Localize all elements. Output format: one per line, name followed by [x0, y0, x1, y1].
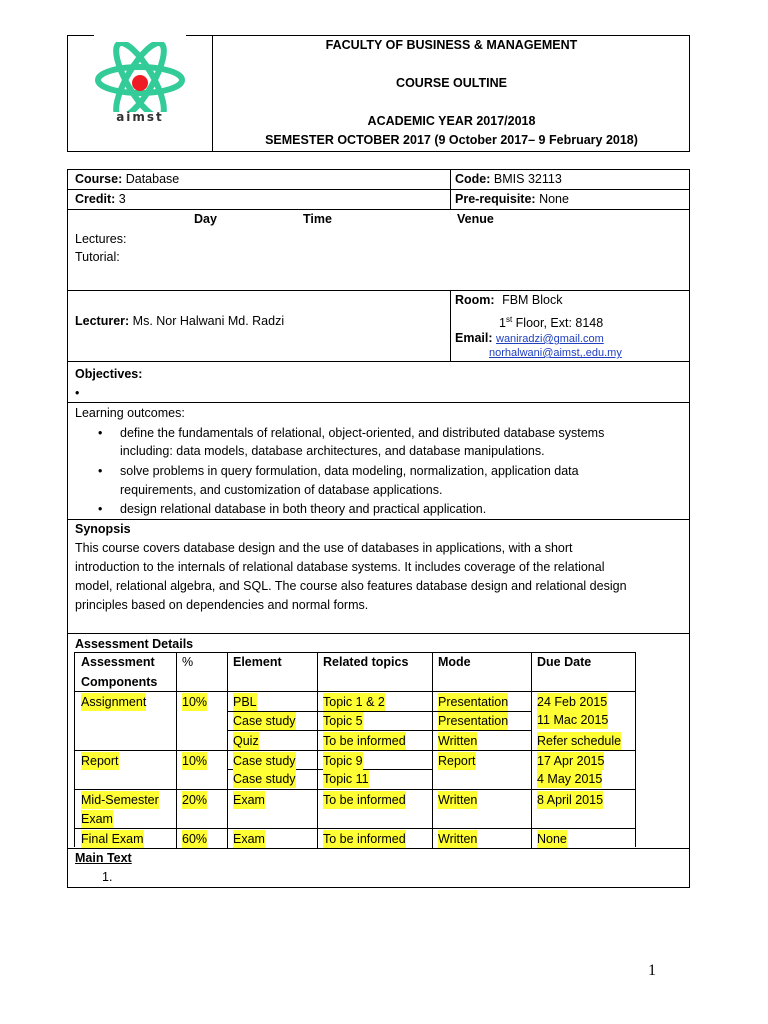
prereq-cell: [455, 190, 569, 208]
midsem-component-l1: Mid-Semester: [81, 793, 159, 807]
lo-item-1-line2: including: data models, database architectures, and database manipulations.: [120, 444, 545, 458]
col-components-l2: Components: [81, 675, 158, 689]
hline: [74, 828, 636, 829]
course-label: Course:: [75, 172, 123, 186]
report-element-1: Case study: [233, 754, 296, 768]
code-cell: [455, 170, 562, 188]
assignment-mode-1: Presentation: [438, 695, 509, 709]
assignment-due-3: Refer schedule: [537, 734, 622, 748]
hline: [67, 519, 690, 520]
assignment-component: Assignment: [81, 695, 147, 709]
lo-item-1-line1: define the fundamentals of relational, object-oriented, and distributed database systems: [120, 426, 605, 440]
tutorial-label: Tutorial:: [75, 250, 120, 264]
page-number: 1: [648, 962, 656, 979]
email-cell: [455, 329, 493, 347]
midsem-component-l2: Exam: [81, 812, 113, 826]
objectives-title: Objectives:: [75, 367, 143, 381]
main-text-title: Main Text: [75, 851, 132, 865]
midsem-element: Exam: [233, 793, 265, 807]
credit-value: 3: [118, 192, 126, 206]
report-element-2: Case study: [233, 772, 296, 786]
lo-item-2-line2: requirements, and customization of database applications.: [120, 483, 443, 497]
hline: [74, 691, 636, 692]
hline: [227, 730, 532, 731]
assignment-mode-3: Written: [438, 734, 478, 748]
email-link-2[interactable]: norhalwani@aimst,.edu.my: [489, 347, 622, 359]
lecturer-value: Ms. Nor Halwani Md. Radzi: [132, 314, 285, 328]
code-value: BMIS 32113: [493, 172, 562, 186]
semester: SEMESTER OCTOBER 2017 (9 October 2017– 9 February 2018): [265, 133, 638, 147]
assignment-mode-2: Presentation: [438, 714, 509, 728]
hline: [67, 290, 690, 291]
code-label: Code:: [455, 172, 491, 186]
email-label: Email:: [455, 331, 493, 345]
midsem-mode: Written: [438, 793, 478, 807]
hline: [67, 848, 690, 849]
course-cell: [75, 170, 179, 188]
report-due-2: 4 May 2015: [537, 772, 603, 786]
lo-item-2-line1: solve problems in query formulation, data modeling, normalization, application data: [120, 464, 579, 478]
prereq-value: None: [539, 192, 569, 206]
final-percent: 60%: [182, 832, 208, 846]
lecturer-cell: [75, 312, 284, 330]
synopsis-line-4: principles based on dependencies and normal forms.: [75, 598, 369, 612]
final-mode: Written: [438, 832, 478, 846]
credit-label: Credit:: [75, 192, 116, 206]
room-label: Room:: [455, 293, 495, 307]
col-components-l1: Assessment: [81, 655, 155, 669]
email-link-1[interactable]: waniradzi@gmail.com: [496, 333, 604, 345]
vline: [450, 290, 451, 362]
hline: [67, 361, 690, 362]
midsem-due: 8 April 2015: [537, 793, 604, 807]
assignment-element-2: Case study: [233, 714, 296, 728]
final-component: Final Exam: [81, 832, 144, 846]
report-component: Report: [81, 754, 119, 768]
midsem-percent: 20%: [182, 793, 208, 807]
lecturer-label: Lecturer:: [75, 314, 130, 328]
assignment-topic-3: To be informed: [323, 734, 406, 748]
assignment-element-3: Quiz: [233, 734, 259, 748]
final-topic: To be informed: [323, 832, 406, 846]
report-mode: Report: [438, 754, 476, 768]
room-line1: FBM Block: [502, 293, 563, 307]
lo-bullet-1: •: [98, 426, 103, 440]
assessment-title: Assessment Details: [75, 637, 194, 651]
hline: [67, 633, 690, 634]
report-percent: 10%: [182, 754, 208, 768]
time-header: Time: [303, 212, 332, 226]
col-due: Due Date: [537, 655, 592, 669]
assignment-element-1: PBL: [233, 695, 257, 709]
aimst-logo: [92, 42, 188, 112]
vline: [450, 169, 451, 210]
course-value: Database: [125, 172, 180, 186]
hline: [74, 789, 636, 790]
report-due-1: 17 Apr 2015: [537, 754, 605, 768]
assignment-topic-1: Topic 1 & 2: [323, 695, 385, 709]
atom-logo-icon: [92, 42, 188, 112]
hline: [74, 750, 636, 751]
academic-year: ACADEMIC YEAR 2017/2018: [367, 114, 536, 128]
lo-bullet-2: •: [98, 464, 103, 478]
col-element: Element: [233, 655, 282, 669]
col-percent: %: [182, 655, 194, 669]
room-line2: 1st Floor, Ext: 8148: [499, 315, 604, 331]
faculty-title: FACULTY OF BUSINESS & MANAGEMENT: [325, 38, 578, 52]
synopsis-title: Synopsis: [75, 522, 131, 536]
report-topic-1: Topic 9: [323, 754, 363, 768]
synopsis-line-3: model, relational algebra, and SQL. The course also features database design and relational design: [75, 579, 627, 593]
lo-bullet-3: •: [98, 502, 103, 516]
objectives-bullet: •: [75, 386, 80, 400]
venue-header: Venue: [457, 212, 494, 226]
midsem-topic: To be informed: [323, 793, 406, 807]
final-due: None: [537, 832, 567, 846]
header-notch: [94, 33, 186, 37]
hline: [67, 209, 690, 210]
lectures-label: Lectures:: [75, 232, 127, 246]
logo-text: aimst: [116, 110, 164, 124]
hline: [67, 402, 690, 403]
assignment-percent: 10%: [182, 695, 208, 709]
assignment-due-2: 11 Mac 2015: [537, 713, 609, 727]
synopsis-line-1: This course covers database design and the use of databases in applications, with a short: [75, 541, 573, 555]
col-mode: Mode: [438, 655, 471, 669]
document-title: COURSE OULTINE: [396, 76, 507, 90]
room-cell: [455, 291, 563, 309]
synopsis-line-2: introduction to the internals of relational database systems. It includes coverage of the relational: [75, 560, 605, 574]
lo-item-3-line1: design relational database in both theory and practical application.: [120, 502, 487, 516]
day-header: Day: [194, 212, 217, 226]
prereq-label: Pre-requisite:: [455, 192, 536, 206]
learning-outcomes-title: Learning outcomes:: [75, 406, 185, 420]
credit-cell: [75, 190, 126, 208]
hline: [67, 189, 690, 190]
main-text-item-1: 1.: [102, 870, 113, 884]
assignment-topic-2: Topic 5: [323, 714, 363, 728]
col-topics: Related topics: [323, 655, 409, 669]
final-element: Exam: [233, 832, 265, 846]
assignment-due-1: 24 Feb 2015: [537, 695, 608, 709]
report-topic-2: Topic 11: [323, 772, 369, 786]
